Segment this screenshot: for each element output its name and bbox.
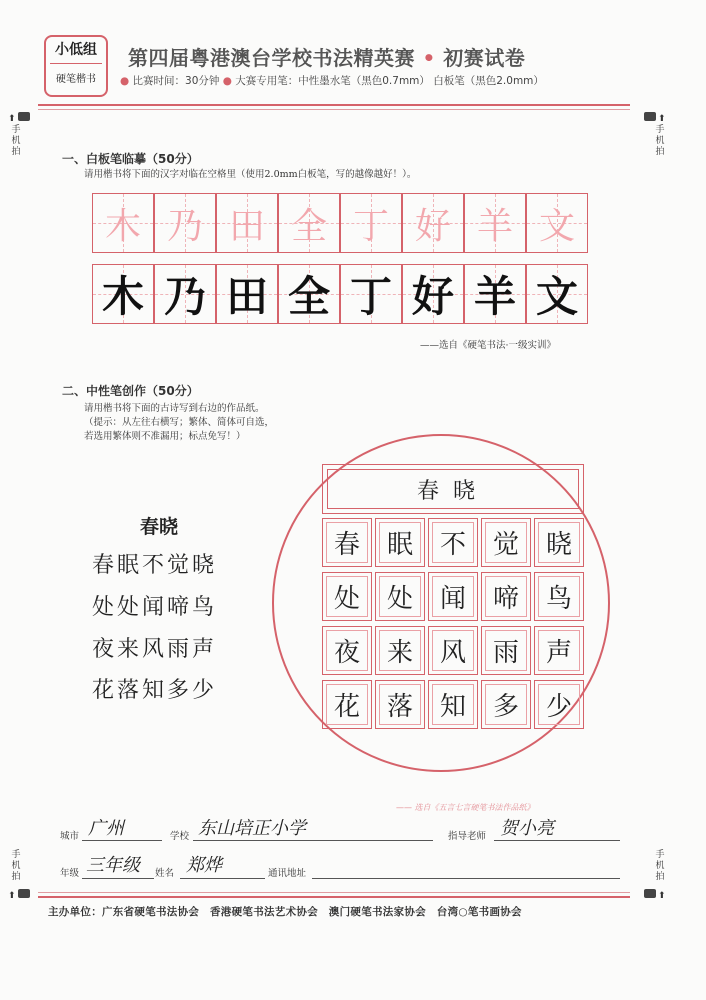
exam-subtitle <box>120 73 544 88</box>
address-underline[interactable] <box>312 878 620 879</box>
city-value[interactable]: 广州 <box>88 818 124 839</box>
grade-label: 年级 <box>60 868 80 879</box>
side-marker-bottom-left <box>8 850 30 902</box>
work-cell[interactable] <box>322 680 372 729</box>
exam-time: 比赛时间：30分钟 <box>132 75 220 87</box>
work-cell[interactable] <box>428 626 478 675</box>
work-cell[interactable] <box>375 626 425 675</box>
work-cell[interactable] <box>481 626 531 675</box>
model-char: 乃 <box>163 272 206 321</box>
name-underline <box>180 878 265 879</box>
work-cell[interactable] <box>534 626 584 675</box>
work-char: 春 <box>326 522 368 563</box>
trace-char: 田 <box>228 205 265 247</box>
header-rule-thin <box>38 109 630 110</box>
side-label: 手机拍 <box>11 850 21 882</box>
work-cell[interactable] <box>322 626 372 675</box>
trace-char: 好 <box>414 205 451 247</box>
work-cell[interactable] <box>375 518 425 567</box>
city-label: 城市 <box>60 831 80 842</box>
work-cell[interactable] <box>534 518 584 567</box>
trace-cell[interactable] <box>402 193 464 253</box>
work-char: 啼 <box>485 576 527 617</box>
section1-source: ——选自《硬笔书法·一级实训》 <box>420 340 557 351</box>
grade-underline <box>82 878 154 879</box>
group-subtitle: 硬笔楷书 <box>56 74 96 85</box>
model-char: 丁 <box>349 272 392 321</box>
side-label: 手机拍 <box>655 850 665 882</box>
model-cell[interactable] <box>340 264 402 324</box>
side-marker-top-left <box>8 106 30 158</box>
trace-char: 乃 <box>166 205 203 247</box>
work-char: 落 <box>379 684 421 725</box>
model-cell[interactable] <box>402 264 464 324</box>
organizers: 主办单位：广东省硬笔书法协会 香港硬笔书法艺术协会 澳门硬笔书法家协会 台湾○笔书画协会 <box>48 906 522 918</box>
exam-title-main: 第四届粤港澳台学校书法精英赛 <box>128 46 415 70</box>
trace-cell[interactable] <box>92 193 154 253</box>
trace-char: 木 <box>104 205 141 247</box>
city-underline <box>82 840 162 841</box>
header-rule <box>38 104 630 106</box>
work-char: 风 <box>432 630 474 671</box>
trace-char: 羊 <box>476 205 513 247</box>
work-cell[interactable] <box>322 518 372 567</box>
model-cell[interactable] <box>216 264 278 324</box>
poem-line: 花落知多少 <box>92 678 218 703</box>
model-char: 好 <box>411 272 454 321</box>
section1-instruction: 请用楷书将下面的汉字对临在空格里（使用2.0mm白板笔，写的越像越好！）。 <box>84 169 417 180</box>
work-char: 处 <box>379 576 421 617</box>
work-char: 少 <box>538 684 580 725</box>
work-cell[interactable] <box>375 680 425 729</box>
model-cell[interactable] <box>278 264 340 324</box>
group-label: 小低组 <box>55 42 97 58</box>
name-value[interactable]: 郑烨 <box>186 855 222 876</box>
arrow-up-icon: ⬆ <box>8 114 16 124</box>
badge-divider <box>50 63 102 64</box>
teacher-label: 指导老师 <box>448 831 487 842</box>
trace-cell[interactable] <box>340 193 402 253</box>
model-cell[interactable] <box>154 264 216 324</box>
exam-pens: 大赛专用笔：中性墨水笔（黑色0.7mm） 白板笔（黑色2.0mm） <box>235 75 544 87</box>
model-cell[interactable] <box>464 264 526 324</box>
camera-icon <box>18 112 30 121</box>
work-char: 知 <box>432 684 474 725</box>
camera-icon <box>18 889 30 898</box>
school-label: 学校 <box>170 831 190 842</box>
grade-value[interactable]: 三年级 <box>86 855 140 876</box>
school-value[interactable]: 东山培正小学 <box>198 818 306 839</box>
trace-cell[interactable] <box>216 193 278 253</box>
bullet-icon: ● <box>120 75 130 87</box>
work-char: 不 <box>432 522 474 563</box>
work-cell[interactable] <box>428 680 478 729</box>
side-label: 手机拍 <box>655 125 665 157</box>
work-cell[interactable] <box>322 572 372 621</box>
trace-char: 全 <box>290 205 327 247</box>
group-badge <box>44 35 108 97</box>
poem-line: 夜来风雨声 <box>92 637 218 662</box>
model-char: 木 <box>101 272 144 321</box>
work-char: 觉 <box>485 522 527 563</box>
instruction-line: 请用楷书将下面的古诗写到右边的作品纸。 <box>84 403 265 414</box>
work-char: 来 <box>379 630 421 671</box>
work-cell[interactable] <box>428 518 478 567</box>
exam-title-suffix: 初赛试卷 <box>443 46 526 70</box>
work-cell[interactable] <box>428 572 478 621</box>
instruction-line: （提示：从左往右横写；繁体、简体可自选， <box>84 417 275 428</box>
work-cell[interactable] <box>481 572 531 621</box>
section1-heading: 一、白板笔临摹（50分） <box>62 152 199 166</box>
model-char: 文 <box>535 272 578 321</box>
address-label: 通讯地址 <box>268 868 307 879</box>
arrow-up-icon: ⬆ <box>658 891 666 901</box>
camera-icon <box>644 112 656 121</box>
title-dot: • <box>422 46 436 70</box>
model-char: 羊 <box>473 272 516 321</box>
work-cell[interactable] <box>375 572 425 621</box>
trace-cell[interactable] <box>278 193 340 253</box>
section2-instructions <box>84 402 274 444</box>
camera-icon <box>644 889 656 898</box>
section2-source: —— 选自《五言七言硬笔书法作品纸》 <box>396 803 535 812</box>
trace-cell[interactable] <box>526 193 588 253</box>
work-char: 闻 <box>432 576 474 617</box>
poem-title: 春晓 <box>140 516 179 538</box>
work-cell[interactable] <box>534 572 584 621</box>
arrow-up-icon: ⬆ <box>8 891 16 901</box>
work-char: 晓 <box>538 522 580 563</box>
poem-line: 处处闻啼鸟 <box>92 595 218 620</box>
trace-char: 文 <box>538 205 575 247</box>
work-char: 夜 <box>326 630 368 671</box>
poem-line: 春眠不觉晓 <box>92 553 218 578</box>
work-cell[interactable] <box>481 680 531 729</box>
work-cell[interactable] <box>534 680 584 729</box>
trace-cell[interactable] <box>464 193 526 253</box>
work-char: 鸟 <box>538 576 580 617</box>
work-char: 眠 <box>379 522 421 563</box>
instruction-line: 若选用繁体则不准漏用；标点免写！） <box>84 431 246 442</box>
footer-rule <box>38 896 630 898</box>
name-label: 姓名 <box>155 868 175 879</box>
trace-cell[interactable] <box>154 193 216 253</box>
model-cell[interactable] <box>92 264 154 324</box>
model-char: 田 <box>225 272 268 321</box>
work-char: 花 <box>326 684 368 725</box>
work-char: 多 <box>485 684 527 725</box>
side-marker-top-right <box>644 106 668 158</box>
school-underline <box>193 840 433 841</box>
work-char: 雨 <box>485 630 527 671</box>
exam-title <box>128 42 525 71</box>
section2-heading: 二、中性笔创作（50分） <box>62 384 199 398</box>
bullet-icon: ● <box>222 75 232 87</box>
work-char: 声 <box>538 630 580 671</box>
work-cell[interactable] <box>481 518 531 567</box>
work-title: 春晓 <box>327 469 579 509</box>
trace-char: 丁 <box>352 205 389 247</box>
footer-rule-thin <box>38 892 630 893</box>
teacher-underline <box>494 840 620 841</box>
side-label: 手机拍 <box>11 125 21 157</box>
model-char: 全 <box>287 272 330 321</box>
model-cell[interactable] <box>526 264 588 324</box>
arrow-up-icon: ⬆ <box>658 114 666 124</box>
side-marker-bottom-right <box>644 850 668 902</box>
work-title-box[interactable] <box>322 464 584 514</box>
work-char: 处 <box>326 576 368 617</box>
teacher-value[interactable]: 贺小亮 <box>500 818 554 839</box>
